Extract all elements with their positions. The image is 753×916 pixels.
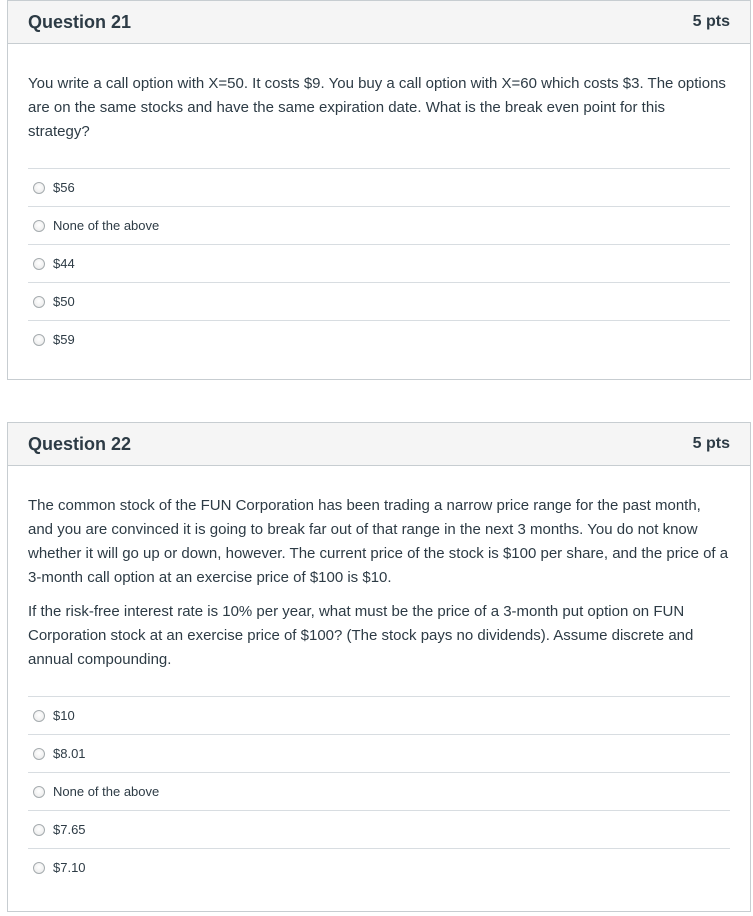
question-text	[28, 72, 730, 144]
answer-option[interactable]	[28, 696, 730, 734]
answer-label: $59	[53, 332, 75, 347]
question-22-card	[7, 422, 751, 912]
radio-button[interactable]	[33, 710, 45, 722]
radio-button[interactable]	[33, 786, 45, 798]
question-title: Question 22	[28, 433, 132, 454]
answer-label: $7.10	[53, 860, 86, 875]
question-body	[8, 466, 750, 886]
question-body	[8, 44, 750, 358]
question-title: Question 21	[28, 11, 132, 32]
radio-button[interactable]	[33, 748, 45, 760]
question-21-card	[7, 0, 751, 380]
radio-button[interactable]	[33, 258, 45, 270]
answer-option[interactable]	[28, 810, 730, 848]
question-text	[28, 494, 730, 672]
question-paragraph: The common stock of the FUN Corporation has been trading a narrow price range for the past month, and you are convinced it is going to break far out of that range in the next 3 months. You do not know whether it will go up or down, however. The current price of the stock is $100 per share, and the price of a 3-month call option at an exercise price of $100 is $10.	[28, 497, 729, 586]
answer-label: $44	[53, 256, 75, 271]
answer-option[interactable]	[28, 244, 730, 282]
radio-button[interactable]	[33, 182, 45, 194]
question-header	[8, 423, 750, 466]
question-paragraph: If the risk-free interest rate is 10% per year, what must be the price of a 3-month put option on FUN Corporation stock at an exercise price of $100? (The stock pays no dividends). Assume discrete and annual compounding.	[28, 603, 694, 668]
radio-button[interactable]	[33, 220, 45, 232]
question-points: 5 pts	[692, 13, 730, 30]
question-paragraph: You write a call option with X=50. It costs $9. You buy a call option with X=60 which costs $3. The options are on the same stocks and have the same expiration date. What is the break even point for this strategy?	[28, 75, 726, 140]
answer-option[interactable]	[28, 168, 730, 206]
answer-option[interactable]	[28, 848, 730, 886]
answer-label: $50	[53, 294, 75, 309]
radio-button[interactable]	[33, 824, 45, 836]
answer-option[interactable]	[28, 320, 730, 358]
answer-label: None of the above	[53, 218, 160, 233]
answer-option[interactable]	[28, 734, 730, 772]
answer-label: $10	[53, 708, 75, 723]
radio-button[interactable]	[33, 862, 45, 874]
radio-button[interactable]	[33, 334, 45, 346]
answer-label: None of the above	[53, 784, 160, 799]
radio-button[interactable]	[33, 296, 45, 308]
answer-option[interactable]	[28, 282, 730, 320]
question-header	[8, 1, 750, 44]
answer-label: $7.65	[53, 822, 86, 837]
answer-label: $8.01	[53, 746, 86, 761]
question-points: 5 pts	[692, 435, 730, 452]
answer-list	[28, 168, 730, 358]
answer-option[interactable]	[28, 772, 730, 810]
answer-label: $56	[53, 180, 75, 195]
answer-option[interactable]	[28, 206, 730, 244]
answer-list	[28, 696, 730, 886]
